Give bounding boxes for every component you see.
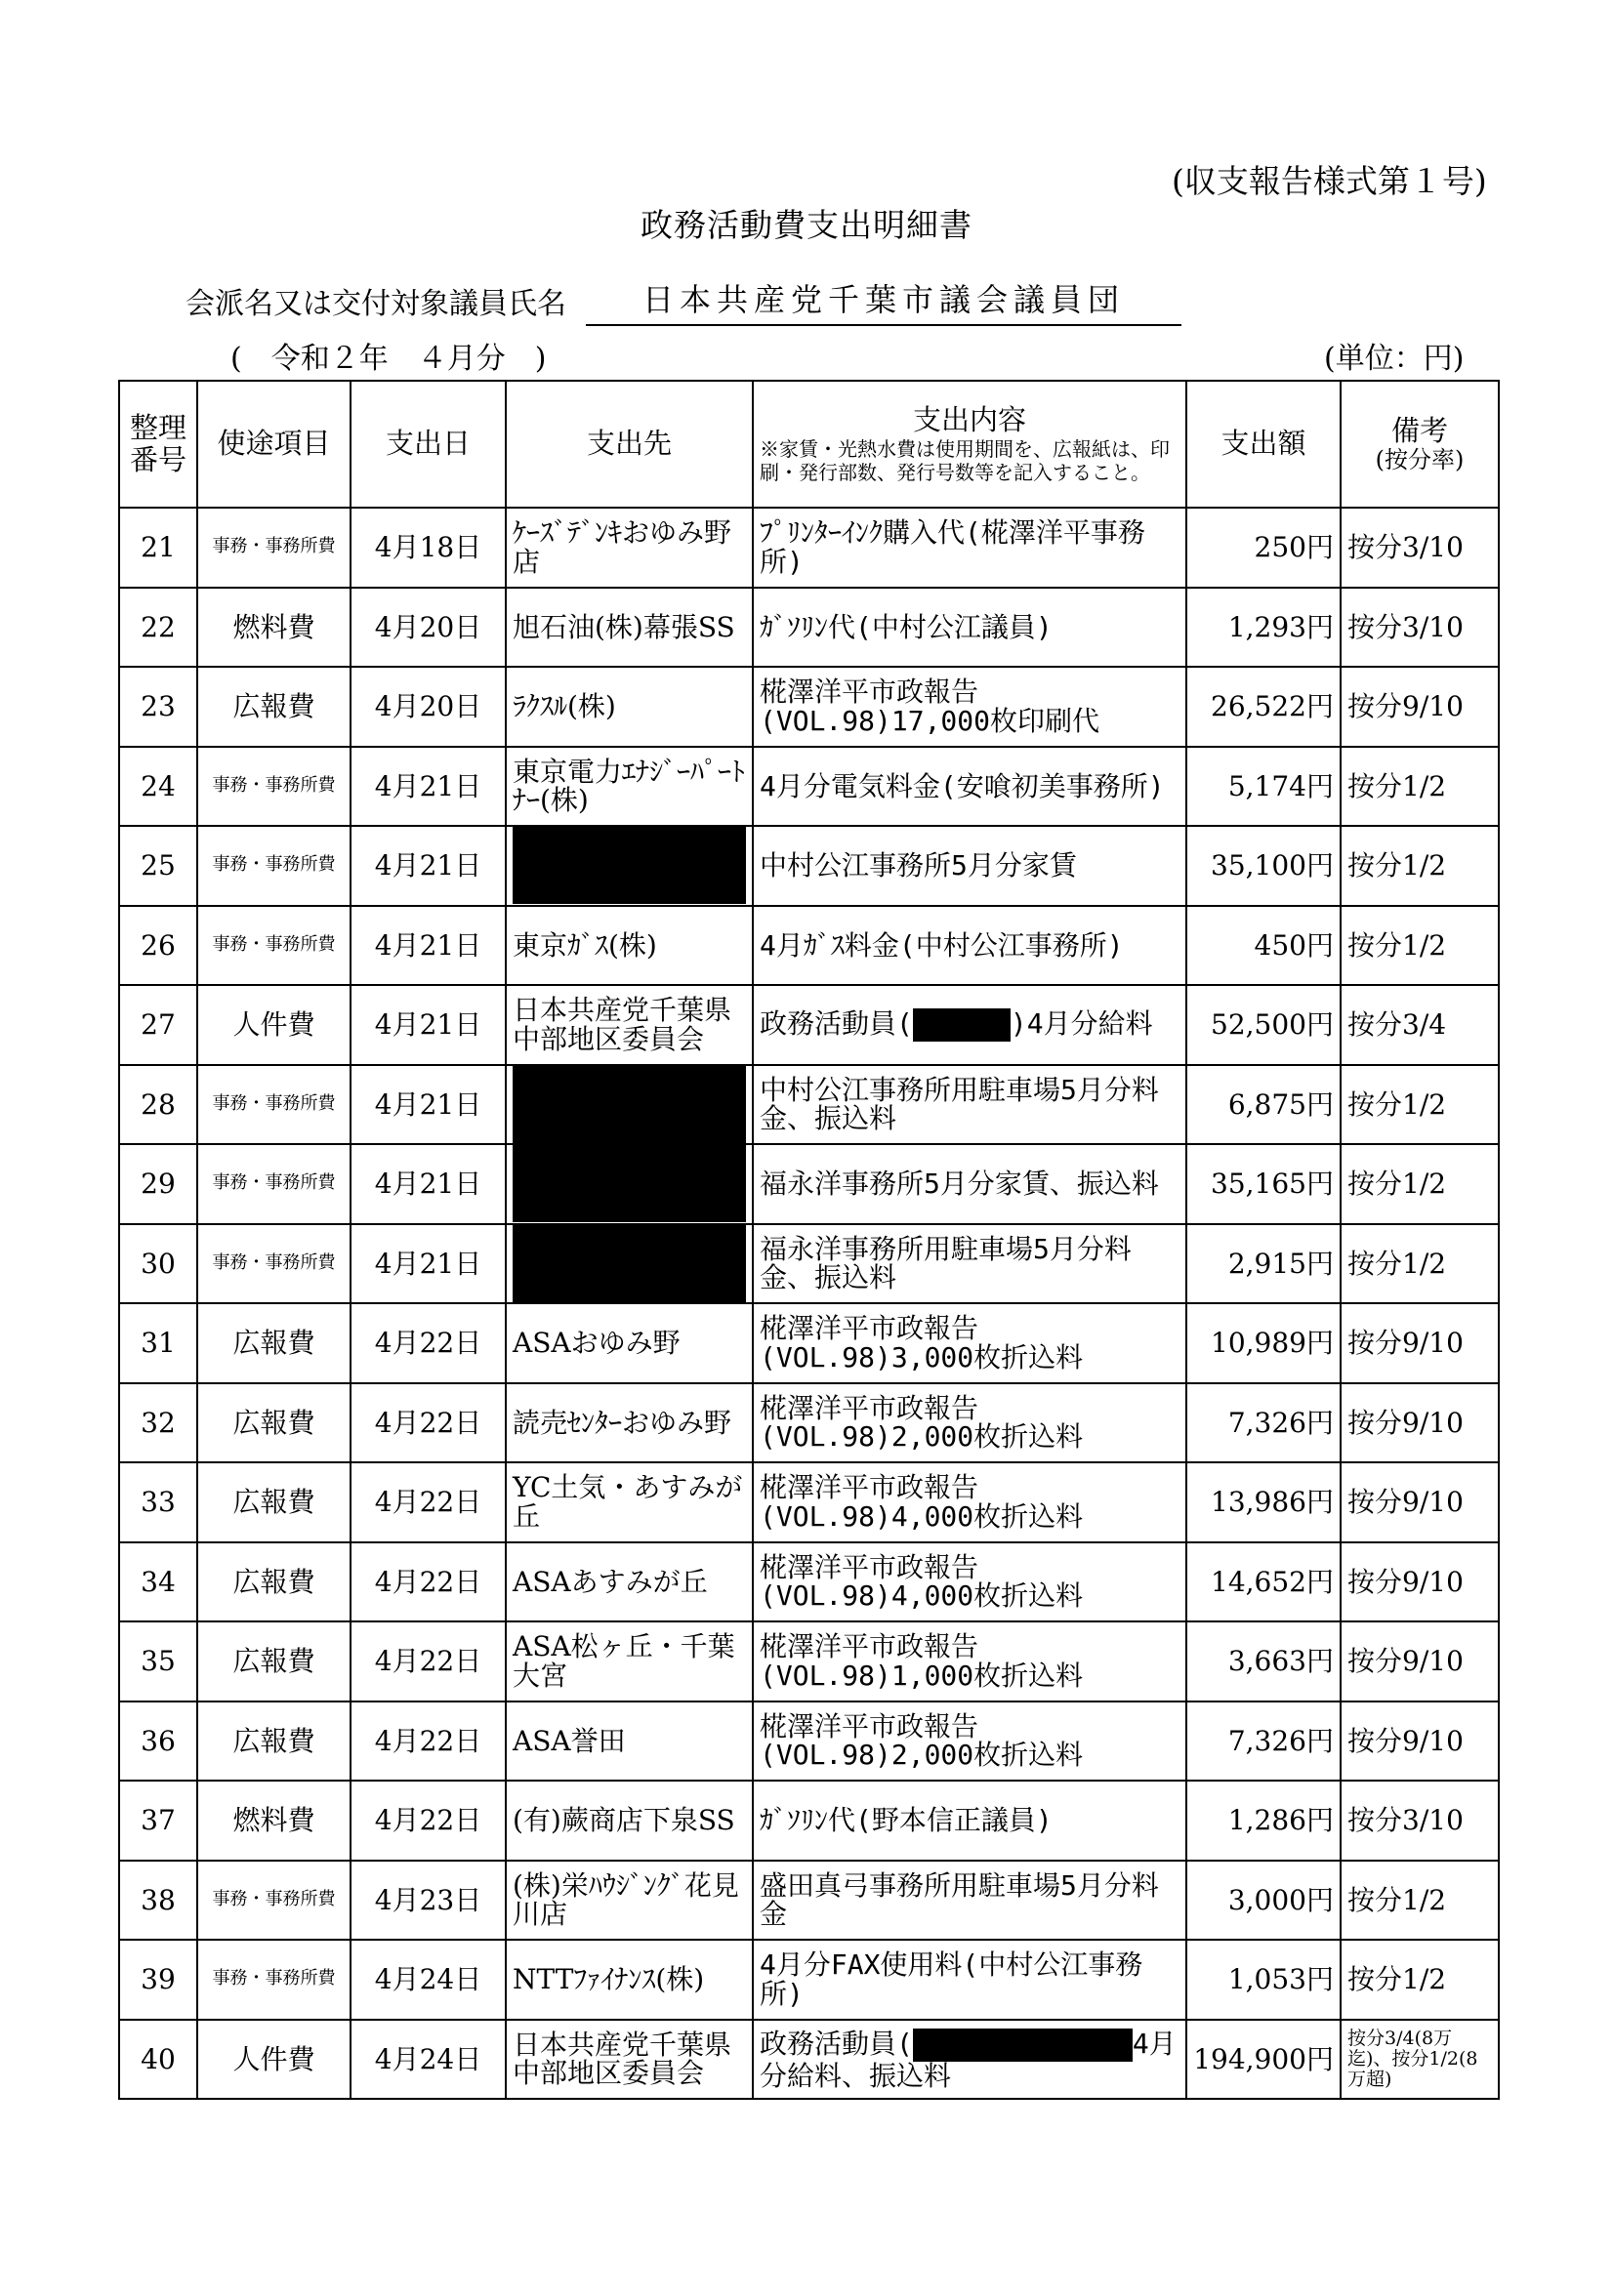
redaction-block: [913, 1008, 1011, 1042]
row-description: 4月ｶﾞｽ料金(中村公江事務所): [753, 906, 1186, 986]
row-date: 4月22日: [351, 1462, 506, 1542]
row-description-suffix: 4月分給料、振込料: [760, 2027, 1177, 2092]
row-description: 中村公江事務所5月分家賃: [753, 826, 1186, 906]
row-number: 31: [119, 1303, 197, 1383]
row-date: 4月23日: [351, 1861, 506, 1941]
row-category: 人件費: [197, 985, 351, 1065]
row-payee: ASAあすみが丘: [506, 1542, 753, 1622]
table-row: [119, 1224, 1499, 1304]
row-number: 27: [119, 985, 197, 1065]
row-memo: 按分1/2: [1341, 906, 1499, 986]
row-amount: 250円: [1186, 508, 1341, 588]
row-description: 椛澤洋平市政報告(VOL.98)3,000枚折込料: [753, 1303, 1186, 1383]
row-date: 4月22日: [351, 1621, 506, 1702]
row-date: 4月24日: [351, 2020, 506, 2100]
row-category: 事務・事務所費: [197, 1144, 351, 1224]
row-category: 事務・事務所費: [197, 1940, 351, 2020]
row-number: 38: [119, 1861, 197, 1941]
table-row: [119, 1702, 1499, 1782]
row-amount: 3,663円: [1186, 1621, 1341, 1702]
table-row: [119, 667, 1499, 747]
row-description: [753, 2020, 1186, 2100]
row-amount: 10,989円: [1186, 1303, 1341, 1383]
row-payee: 旭石油(株)幕張SS: [506, 588, 753, 668]
table-row: [119, 826, 1499, 906]
table-row: [119, 1861, 1499, 1941]
row-description: 福永洋事務所5月分家賃、振込料: [753, 1144, 1186, 1224]
row-amount: 6,875円: [1186, 1065, 1341, 1145]
row-number: 28: [119, 1065, 197, 1145]
row-category: 事務・事務所費: [197, 826, 351, 906]
row-description: 椛澤洋平市政報告(VOL.98)1,000枚折込料: [753, 1621, 1186, 1702]
row-description: [753, 985, 1186, 1065]
row-payee: 日本共産党千葉県中部地区委員会: [506, 2020, 753, 2100]
row-description: 椛澤洋平市政報告(VOL.98)2,000枚折込料: [753, 1702, 1186, 1782]
row-date: 4月21日: [351, 1065, 506, 1145]
table-row: [119, 1542, 1499, 1622]
row-number: 30: [119, 1224, 197, 1304]
row-number: 34: [119, 1542, 197, 1622]
row-number: 25: [119, 826, 197, 906]
row-category: 事務・事務所費: [197, 906, 351, 986]
row-amount: 35,165円: [1186, 1144, 1341, 1224]
row-memo: 按分1/2: [1341, 826, 1499, 906]
row-amount: 1,293円: [1186, 588, 1341, 668]
row-payee: (株)栄ﾊｳｼﾞﾝｸﾞ花見川店: [506, 1861, 753, 1941]
table-row: [119, 1065, 1499, 1145]
row-amount: 7,326円: [1186, 1702, 1341, 1782]
row-payee: 東京ｶﾞｽ(株): [506, 906, 753, 986]
row-amount: 14,652円: [1186, 1542, 1341, 1622]
table-row: [119, 2020, 1499, 2100]
row-memo: 按分9/10: [1341, 1542, 1499, 1622]
table-row: [119, 1940, 1499, 2020]
row-description: 椛澤洋平市政報告(VOL.98)2,000枚折込料: [753, 1383, 1186, 1463]
table-row: [119, 1383, 1499, 1463]
row-amount: 3,000円: [1186, 1861, 1341, 1941]
row-memo: 按分3/10: [1341, 588, 1499, 668]
row-description: ｶﾞｿﾘﾝ代(中村公江議員): [753, 588, 1186, 668]
row-category: 広報費: [197, 1702, 351, 1782]
row-payee: ﾗｸｽﾙ(株): [506, 667, 753, 747]
row-payee: 日本共産党千葉県中部地区委員会: [506, 985, 753, 1065]
document-title: 政務活動費支出明細書: [641, 206, 972, 244]
expense-table: [118, 380, 1500, 2100]
table-row: [119, 985, 1499, 1065]
row-date: 4月21日: [351, 906, 506, 986]
row-memo: 按分1/2: [1341, 1065, 1499, 1145]
row-category: 燃料費: [197, 588, 351, 668]
column-header-amount: 支出額: [1186, 381, 1341, 508]
row-number: 23: [119, 667, 197, 747]
row-date: 4月21日: [351, 747, 506, 827]
row-category: 広報費: [197, 667, 351, 747]
row-date: 4月20日: [351, 667, 506, 747]
row-memo: 按分3/4(8万迄)、按分1/2(8万超): [1341, 2020, 1499, 2100]
representative-name: 日本共産党千葉市議会議員団: [586, 275, 1181, 326]
table-row: [119, 588, 1499, 668]
column-header-memo-sub: (按分率): [1375, 445, 1465, 473]
table-row: [119, 508, 1499, 588]
row-number: 35: [119, 1621, 197, 1702]
row-amount: 2,915円: [1186, 1224, 1341, 1304]
row-date: 4月22日: [351, 1702, 506, 1782]
row-amount: 1,286円: [1186, 1781, 1341, 1861]
row-amount: 35,100円: [1186, 826, 1341, 906]
row-memo: 按分9/10: [1341, 667, 1499, 747]
column-header-no: 整理番号: [119, 381, 197, 508]
table-row: [119, 1303, 1499, 1383]
row-category: 広報費: [197, 1303, 351, 1383]
row-number: 40: [119, 2020, 197, 2100]
row-amount: 52,500円: [1186, 985, 1341, 1065]
row-memo: 按分1/2: [1341, 1861, 1499, 1941]
row-category: 広報費: [197, 1462, 351, 1542]
table-row: [119, 1621, 1499, 1702]
row-payee: ASA松ヶ丘・千葉大宮: [506, 1621, 753, 1702]
row-date: 4月20日: [351, 588, 506, 668]
row-date: 4月24日: [351, 1940, 506, 2020]
row-amount: 1,053円: [1186, 1940, 1341, 2020]
row-amount: 13,986円: [1186, 1462, 1341, 1542]
row-payee: NTTﾌｧｲﾅﾝｽ(株): [506, 1940, 753, 2020]
row-memo: 按分1/2: [1341, 747, 1499, 827]
row-number: 33: [119, 1462, 197, 1542]
row-memo: 按分9/10: [1341, 1303, 1499, 1383]
row-category: 事務・事務所費: [197, 1861, 351, 1941]
table-row: [119, 1144, 1499, 1224]
redaction-block: [513, 1066, 746, 1143]
row-payee: (有)蕨商店下泉SS: [506, 1781, 753, 1861]
row-category: 事務・事務所費: [197, 508, 351, 588]
redaction-block: [913, 2029, 1133, 2062]
column-header-category: 使途項目: [197, 381, 351, 508]
row-memo: 按分3/10: [1341, 1781, 1499, 1861]
redaction-block: [513, 827, 746, 904]
row-description: 椛澤洋平市政報告(VOL.98)17,000枚印刷代: [753, 667, 1186, 747]
row-payee: 東京電力ｴﾅｼﾞｰﾊﾟｰﾄﾅｰ(株): [506, 747, 753, 827]
row-description: 椛澤洋平市政報告(VOL.98)4,000枚折込料: [753, 1542, 1186, 1622]
row-memo: 按分9/10: [1341, 1621, 1499, 1702]
row-date: 4月22日: [351, 1383, 506, 1463]
row-amount: 5,174円: [1186, 747, 1341, 827]
row-description: 中村公江事務所用駐車場5月分料金、振込料: [753, 1065, 1186, 1145]
column-header-date: 支出日: [351, 381, 506, 508]
row-memo: 按分9/10: [1341, 1383, 1499, 1463]
row-memo: 按分3/4: [1341, 985, 1499, 1065]
row-date: 4月18日: [351, 508, 506, 588]
row-description: 4月分電気料金(安喰初美事務所): [753, 747, 1186, 827]
column-header-payee: 支出先: [506, 381, 753, 508]
row-date: 4月21日: [351, 826, 506, 906]
row-date: 4月22日: [351, 1303, 506, 1383]
column-header-content-note: ※家賃・光熱水費は使用期間を、広報紙は、印刷・発行部数、発行号数等を記入すること。: [760, 436, 1170, 484]
row-category: 人件費: [197, 2020, 351, 2100]
unit-label: (単位：円): [1324, 342, 1465, 376]
table-row: [119, 747, 1499, 827]
table-row: [119, 1781, 1499, 1861]
redaction-block: [513, 1225, 746, 1302]
table-header-row: [119, 381, 1499, 508]
row-payee: YC土気・あすみが丘: [506, 1462, 753, 1542]
row-category: 事務・事務所費: [197, 747, 351, 827]
row-payee: ｹｰｽﾞﾃﾞﾝｷおゆみ野店: [506, 508, 753, 588]
table-row: [119, 1462, 1499, 1542]
row-description: 福永洋事務所用駐車場5月分料金、振込料: [753, 1224, 1186, 1304]
column-header-content-title: 支出内容: [912, 403, 1026, 437]
redaction-block: [513, 1145, 746, 1222]
row-description: 4月分FAX使用料(中村公江事務所): [753, 1940, 1186, 2020]
row-number: 22: [119, 588, 197, 668]
row-amount: 26,522円: [1186, 667, 1341, 747]
row-number: 24: [119, 747, 197, 827]
column-header-memo: [1341, 381, 1499, 508]
row-memo: 按分9/10: [1341, 1462, 1499, 1542]
row-memo: 按分3/10: [1341, 508, 1499, 588]
representative-label: 会派名又は交付対象議員氏名: [186, 287, 566, 321]
row-memo: 按分1/2: [1341, 1940, 1499, 2020]
row-number: 36: [119, 1702, 197, 1782]
row-category: 広報費: [197, 1621, 351, 1702]
row-category: 広報費: [197, 1542, 351, 1622]
row-date: 4月21日: [351, 1224, 506, 1304]
row-payee-redacted: [506, 1224, 753, 1304]
column-header-content: [753, 381, 1186, 508]
table-row: [119, 906, 1499, 986]
row-description-prefix: 政務活動員(: [760, 1006, 913, 1040]
column-header-memo-title: 備考: [1390, 413, 1448, 447]
row-amount: 7,326円: [1186, 1383, 1341, 1463]
row-amount: 194,900円: [1186, 2020, 1341, 2100]
row-date: 4月22日: [351, 1781, 506, 1861]
row-number: 29: [119, 1144, 197, 1224]
row-category: 事務・事務所費: [197, 1065, 351, 1145]
row-category: 広報費: [197, 1383, 351, 1463]
row-description: ｶﾞｿﾘﾝ代(野本信正議員): [753, 1781, 1186, 1861]
row-payee: 読売ｾﾝﾀｰおゆみ野: [506, 1383, 753, 1463]
row-number: 21: [119, 508, 197, 588]
row-memo: 按分9/10: [1341, 1702, 1499, 1782]
row-number: 26: [119, 906, 197, 986]
form-number: (収支報告様式第１号): [1172, 162, 1487, 200]
row-category: 燃料費: [197, 1781, 351, 1861]
row-description-prefix: 政務活動員(: [760, 2027, 913, 2060]
row-payee: ASA誉田: [506, 1702, 753, 1782]
report-period: ( 令和２年 ４月分 ): [230, 342, 547, 376]
row-payee-redacted: [506, 826, 753, 906]
row-description: 椛澤洋平市政報告(VOL.98)4,000枚折込料: [753, 1462, 1186, 1542]
row-number: 39: [119, 1940, 197, 2020]
row-description-suffix: )4月分給料: [1010, 1006, 1153, 1040]
row-number: 37: [119, 1781, 197, 1861]
row-payee-redacted: [506, 1144, 753, 1224]
row-number: 32: [119, 1383, 197, 1463]
row-amount: 450円: [1186, 906, 1341, 986]
row-description: 盛田真弓事務所用駐車場5月分料金: [753, 1861, 1186, 1941]
row-description: ﾌﾟﾘﾝﾀｰｲﾝｸ購入代(椛澤洋平事務所): [753, 508, 1186, 588]
row-date: 4月21日: [351, 985, 506, 1065]
row-date: 4月21日: [351, 1144, 506, 1224]
row-payee: ASAおゆみ野: [506, 1303, 753, 1383]
row-memo: 按分1/2: [1341, 1144, 1499, 1224]
row-memo: 按分1/2: [1341, 1224, 1499, 1304]
row-date: 4月22日: [351, 1542, 506, 1622]
row-payee-redacted: [506, 1065, 753, 1145]
row-category: 事務・事務所費: [197, 1224, 351, 1304]
